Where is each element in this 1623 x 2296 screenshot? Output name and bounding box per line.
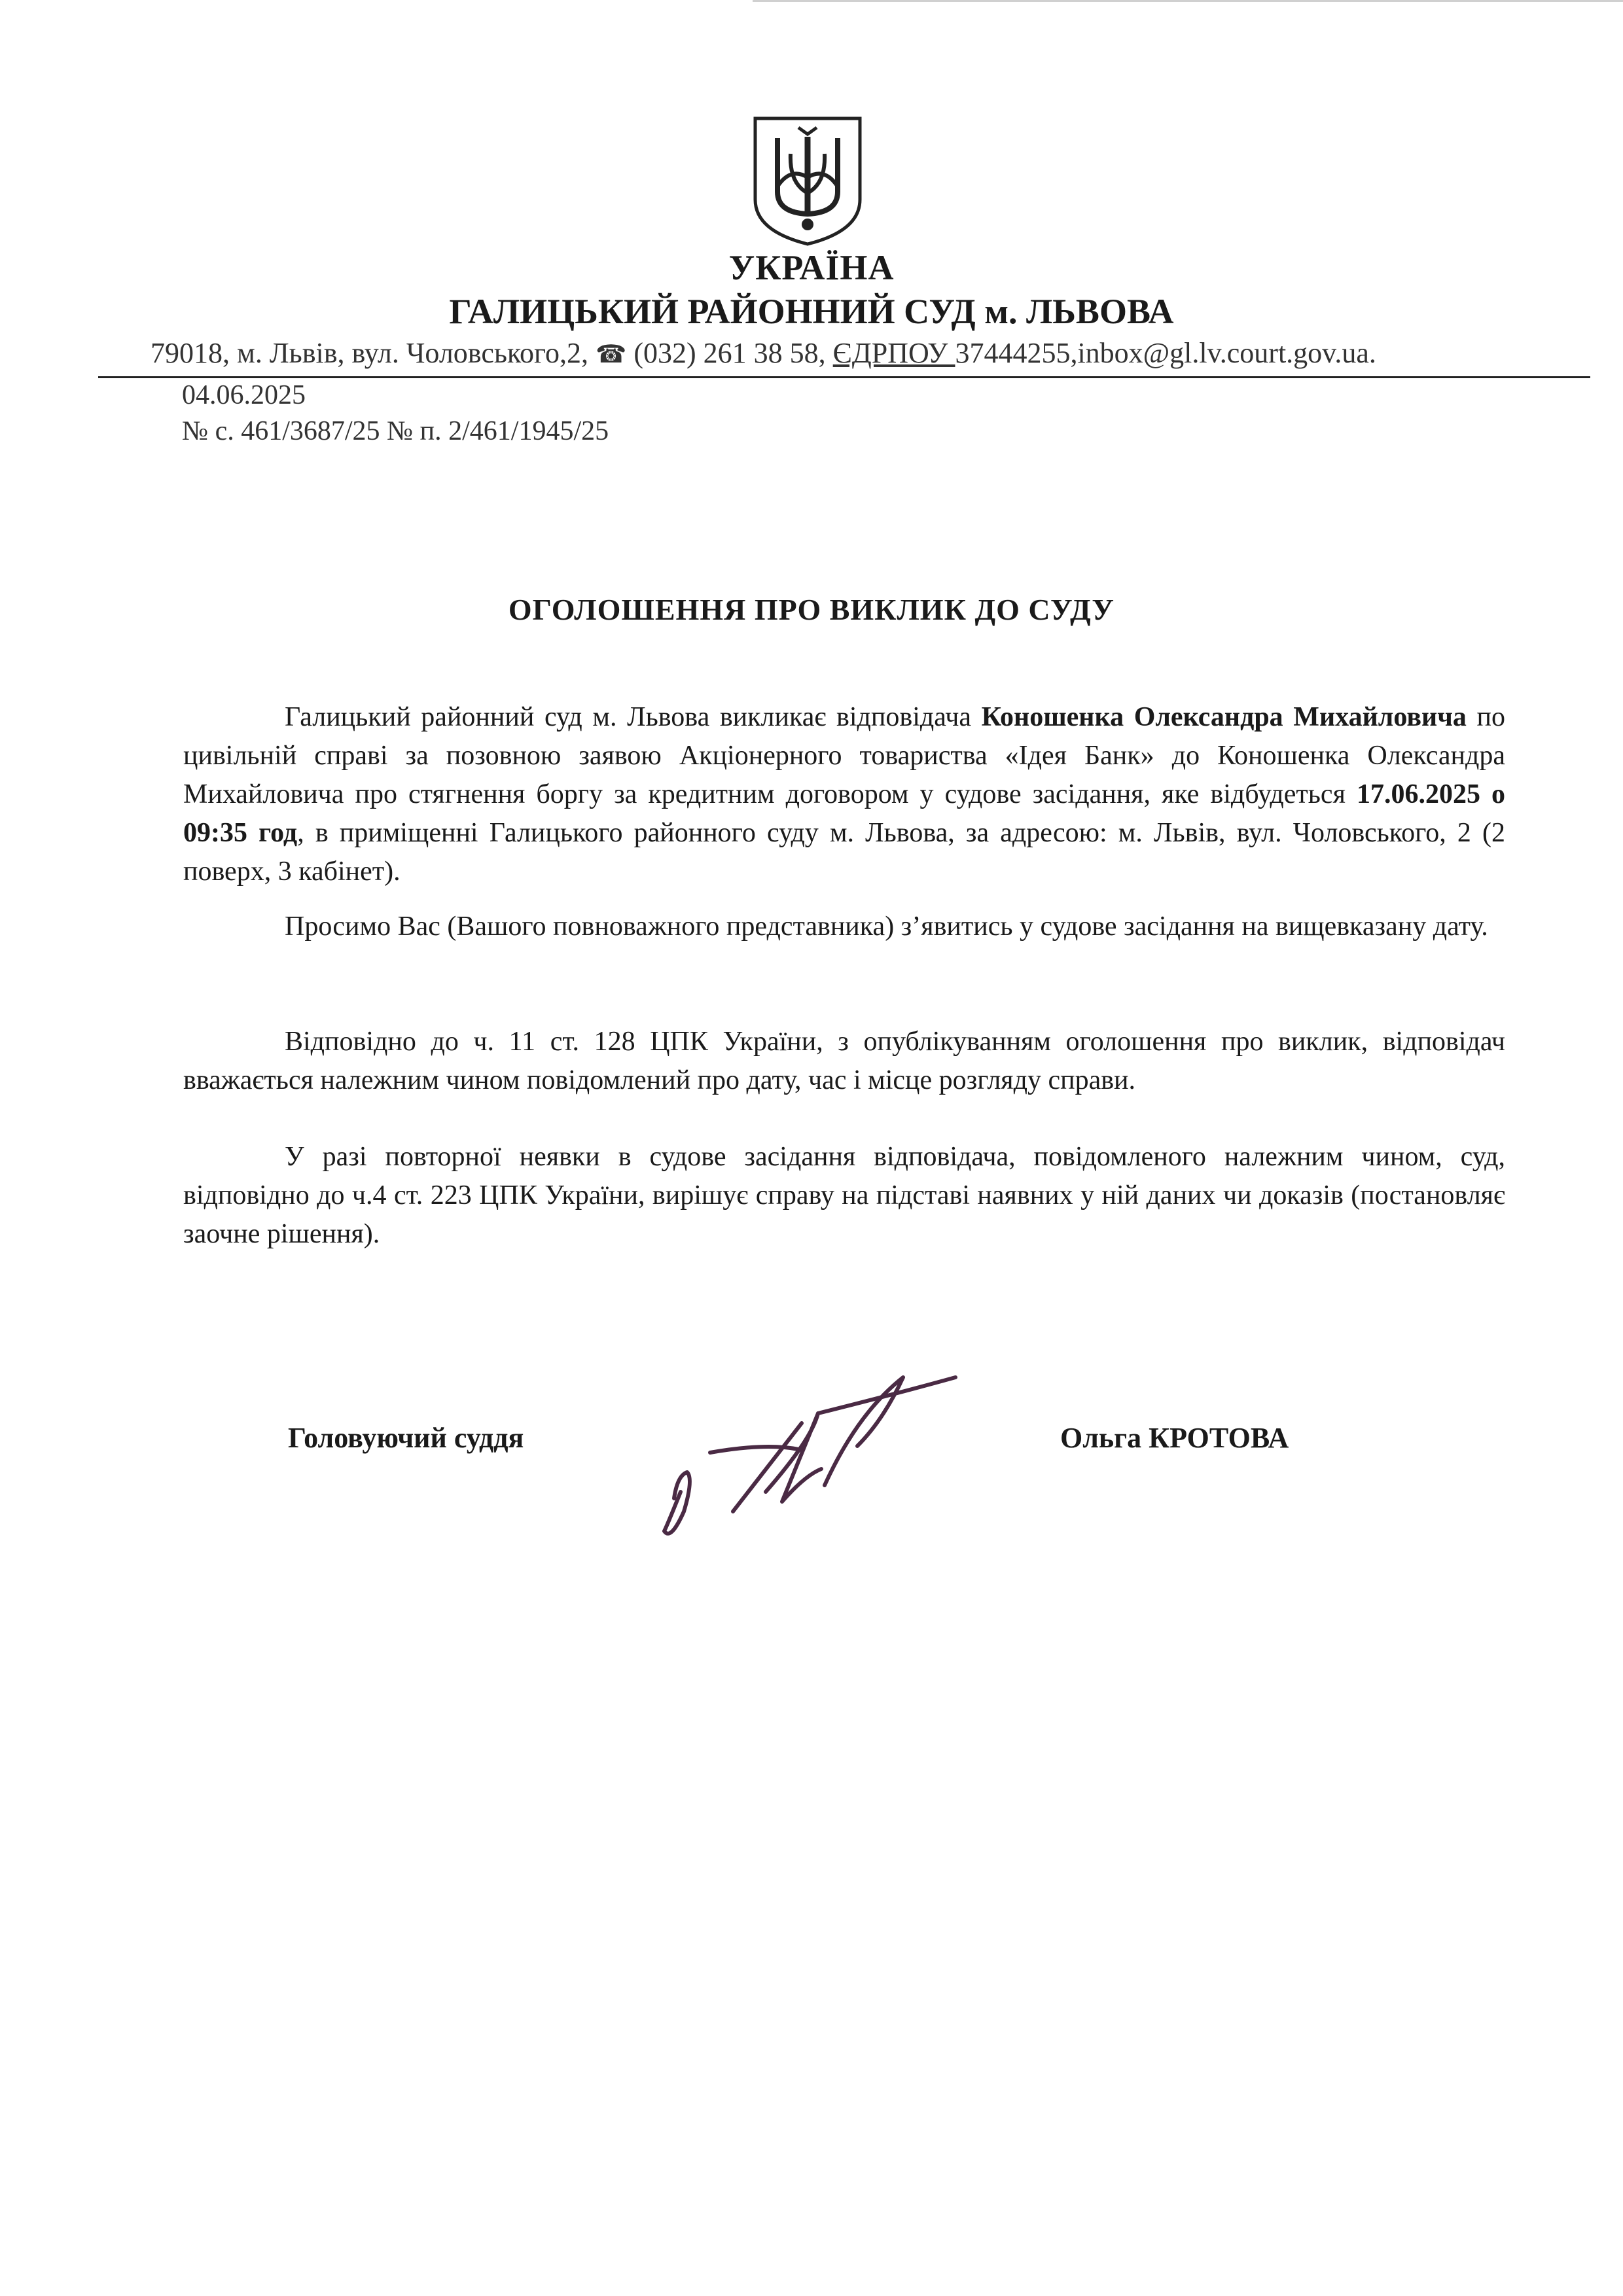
handwritten-signature [648,1315,988,1551]
paragraph-notification [183,1023,1505,1100]
trident-emblem-icon [751,115,864,247]
edrpou-email: 37444255,inbox@gl.lv.court.gov.ua. [955,337,1376,369]
country-heading: УКРАЇНА [728,248,895,287]
p1-text-a: Галицький районний суд м. Львова викликає відповідача [285,702,982,732]
paragraph-default-judgment [183,1138,1505,1254]
paragraph-request-text: Просимо Вас (Вашого повноважного представника) з’явитись у судове засідання на вищевказану дату. [285,911,1488,942]
paragraph-notification-text: Відповідно до ч. 11 ст. 128 ЦПК України, з опублікуванням оголошення про виклик, відповідач вважається належним чином повідомлений про дату, час і місце розгляду справи. [183,1027,1505,1095]
header-rule [98,376,1590,378]
hearing-datetime: 17.06.2025 о 09:35 год [183,779,1506,848]
presiding-judge-label: Головуючий суддя [288,1422,524,1454]
edrpou-label: ЄДРПОУ [832,337,955,369]
scan-edge [753,0,1623,2]
court-name: ГАЛИЦЬКИЙ РАЙОННИЙ СУД м. ЛЬВОВА [449,292,1174,331]
p1-text-b: по цивільній справі за позовною заявою Акціонерного товариства «Ідея Банк» до Коношенка Олександра Михайловича про стягнення боргу за кредитним договором у судове засідання, яке відбудеться [183,702,1505,809]
document-date: 04.06.2025 [182,380,306,410]
paragraph-summons [183,698,1505,891]
paragraph-request [183,908,1505,946]
separator: , [818,337,833,369]
paragraph-default-judgment-text: У разі повторної неявки в судове засідання відповідача, повідомленого належним чином, суд, відповідно до ч.4 ст. 223 ЦПК України, вирішує справу на підставі наявних у ній даних чи доказів (постановляє заочне рішення). [183,1142,1505,1249]
p1-text-c: , в приміщенні Галицького районного суду м. Львова, за адресою: м. Львів, вул. Чоловського, 2 (2 поверх, 3 кабінет). [183,818,1505,887]
notice-title: ОГОЛОШЕННЯ ПРО ВИКЛИК ДО СУДУ [508,593,1115,626]
defendant-name: Коношенка Олександра Михайловича [981,702,1467,732]
phone-icon: ☎ [596,340,627,368]
address-text: 79018, м. Львів, вул. Чоловського,2, [151,337,596,369]
court-address-line [151,336,1590,370]
case-numbers: № с. 461/3687/25 № п. 2/461/1945/25 [182,416,609,446]
phone-number: (032) 261 38 58 [633,337,819,369]
judge-name: Ольга КРОТОВА [1060,1422,1289,1454]
